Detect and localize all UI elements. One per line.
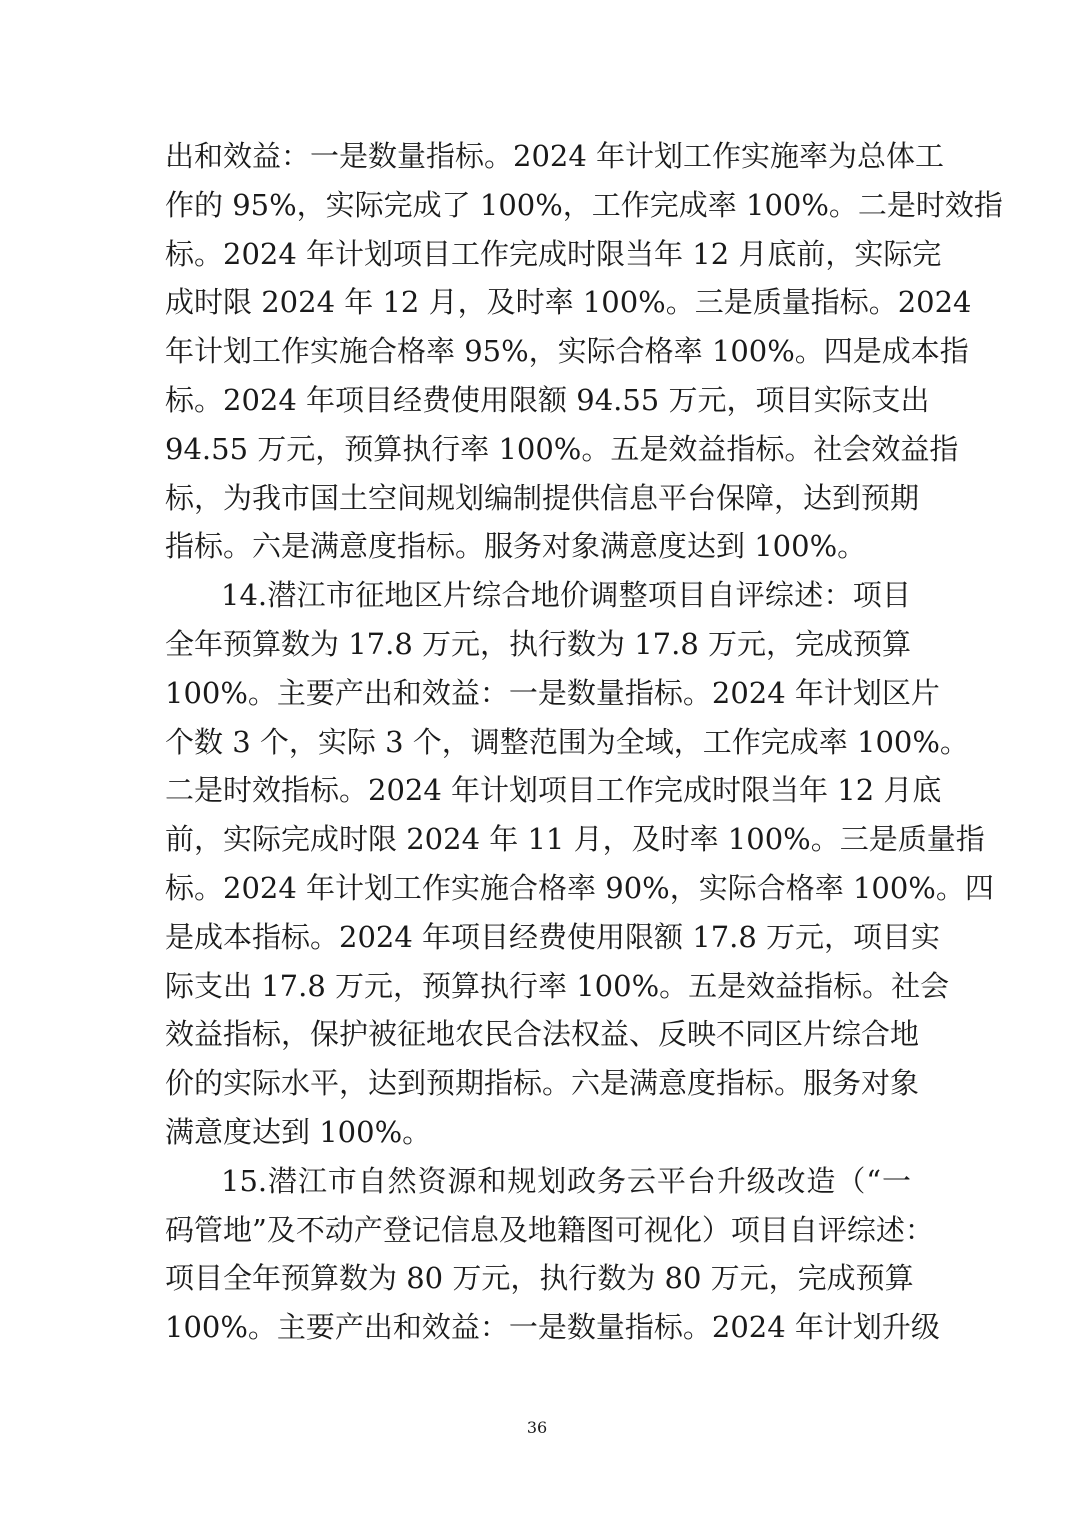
body-text [165, 132, 1003, 1352]
paragraph-start-line: 14.潜江市征地区片综合地价调整项目自评综述：项目 [221, 578, 911, 613]
text-line: 是成本指标。2024 年项目经费使用限额 17.8 万元，项目实 [165, 919, 941, 954]
text-line: 94.55 万元，预算执行率 100%。五是效益指标。社会效益指 [165, 431, 959, 466]
text-line: 100%。主要产出和效益：一是数量指标。2024 年计划升级 [165, 1310, 940, 1345]
text-line: 100%。主要产出和效益：一是数量指标。2024 年计划区片 [165, 675, 940, 710]
paragraph-start-line: 15.潜江市自然资源和规划政务云平台升级改造（“一 [221, 1163, 911, 1198]
text-line: 价的实际水平，达到预期指标。六是满意度指标。服务对象 [165, 1066, 920, 1101]
text-line: 出和效益：一是数量指标。2024 年计划工作实施率为总体工 [165, 139, 945, 173]
text-line: 作的 95%，实际完成了 100%，工作完成率 100%。二是时效指 [165, 187, 1003, 222]
text-line: 标。2024 年计划工作实施合格率 90%，实际合格率 100%。四 [165, 870, 994, 905]
text-line: 二是时效指标。2024 年计划项目工作完成时限当年 12 月底 [165, 773, 942, 808]
text-line: 标，为我市国土空间规划编制提供信息平台保障，达到预期 [165, 480, 920, 515]
text-line: 效益指标，保护被征地农民合法权益、反映不同区片综合地 [165, 1017, 920, 1052]
text-line: 前，实际完成时限 2024 年 11 月，及时率 100%。三是质量指 [165, 822, 985, 857]
text-line: 指标。六是满意度指标。服务对象满意度达到 100%。 [165, 529, 867, 564]
text-line: 满意度达到 100%。 [165, 1114, 432, 1149]
text-line: 标。2024 年项目经费使用限额 94.55 万元，项目实际支出 [165, 382, 930, 417]
page-number: 36 [526, 1418, 548, 1437]
text-line: 年计划工作实施合格率 95%，实际合格率 100%。四是成本指 [165, 334, 969, 369]
text-line: 个数 3 个，实际 3 个，调整范围为全域，工作完成率 100%。 [165, 724, 969, 759]
text-line: 项目全年预算数为 80 万元，执行数为 80 万元，完成预算 [165, 1261, 914, 1296]
text-line: 成时限 2024 年 12 月，及时率 100%。三是质量指标。2024 [165, 285, 972, 320]
text-line: 全年预算数为 17.8 万元，执行数为 17.8 万元，完成预算 [165, 626, 912, 661]
text-line: 际支出 17.8 万元，预算执行率 100%。五是效益指标。社会 [165, 968, 950, 1003]
text-line: 码管地”及不动产登记信息及地籍图可视化）项目自评综述： [165, 1212, 934, 1247]
text-line: 标。2024 年计划项目工作完成时限当年 12 月底前，实际完 [165, 236, 942, 271]
